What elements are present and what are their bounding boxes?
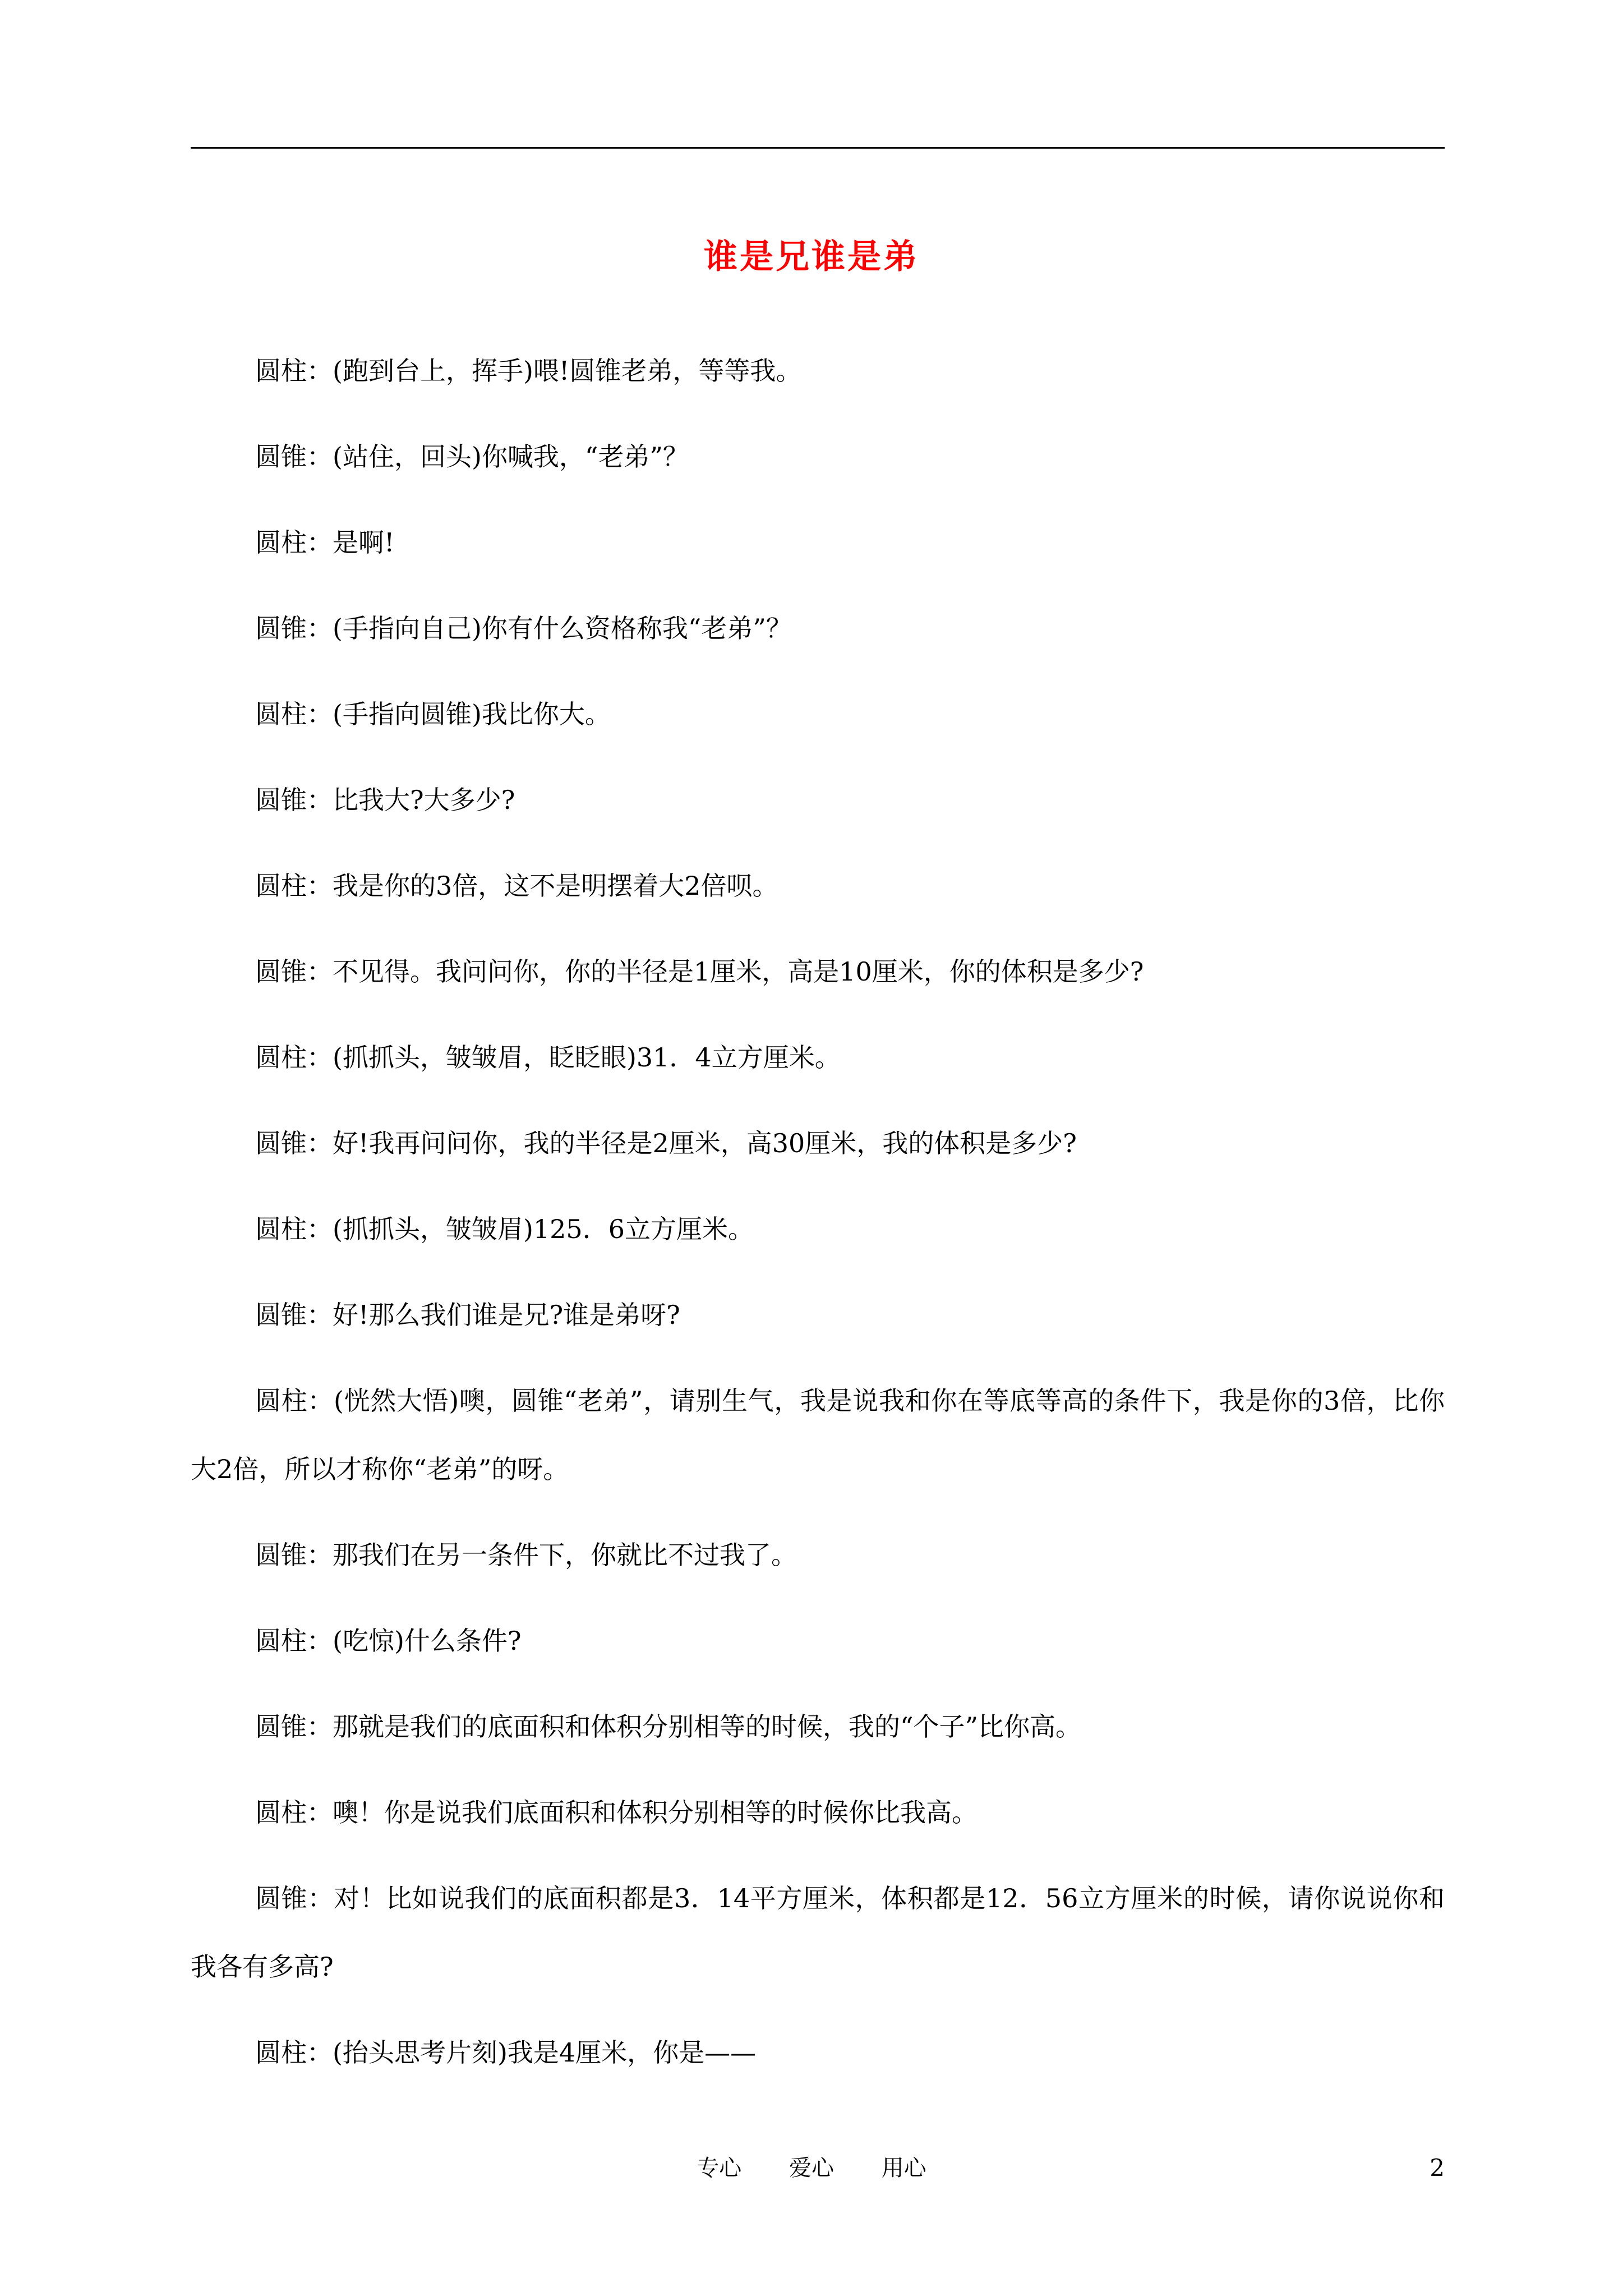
paragraph-2: 圆锥：(站住，回头)你喊我，“老弟”？ (255, 441, 689, 472)
paragraph-18: 圆锥：对！比如说我们的底面积都是3．14平方厘米，体积都是12．56立方厘米的时候，请你说说你和我各有多高? (191, 1883, 1445, 1982)
paragraph-17: 圆柱：噢！你是说我们底面积和体积分别相等的时候你比我高。 (255, 1797, 978, 1828)
paragraph-3: 圆柱：是啊! (255, 527, 395, 558)
paragraph-12: 圆锥：好!那么我们谁是兄?谁是弟呀? (255, 1300, 680, 1330)
paragraph-15: 圆柱：(吃惊)什么条件? (255, 1626, 522, 1656)
paragraph-7: 圆柱：我是你的3倍，这不是明摆着大2倍呗。 (255, 871, 778, 901)
footer-motto-2: 爱心 (789, 2155, 834, 2181)
footer-motto-1: 专心 (697, 2155, 742, 2181)
paragraph-13: 圆柱：(恍然大悟)噢，圆锥“老弟”，请别生气，我是说我和你在等底等高的条件下，我是你的3倍，比你大2倍，所以才称你“老弟”的呀。 (191, 1386, 1445, 1484)
paragraph-1: 圆柱：(跑到台上，挥手)喂!圆锥老弟，等等我。 (255, 356, 802, 386)
paragraph-19: 圆柱：(抬头思考片刻)我是4厘米，你是—— (255, 2037, 757, 2068)
paragraph-5: 圆柱：(手指向圆锥)我比你大。 (255, 699, 611, 729)
document-title: 谁是兄谁是弟 (704, 237, 919, 277)
paragraph-6: 圆锥：比我大?大多少? (255, 785, 515, 815)
paragraph-11: 圆柱：(抓抓头，皱皱眉)125．6立方厘米。 (255, 1214, 754, 1244)
document-body (191, 337, 1445, 2104)
paragraph-4: 圆锥：(手指向自己)你有什么资格称我“老弟”？ (255, 613, 792, 643)
footer-motto-3: 用心 (881, 2155, 926, 2181)
page-number: 2 (1430, 2154, 1445, 2182)
paragraph-8: 圆锥：不见得。我问问你，你的半径是1厘米，高是10厘米，你的体积是多少? (255, 956, 1144, 987)
paragraph-10: 圆锥：好!我再问问你，我的半径是2厘米，高30厘米，我的体积是多少? (255, 1128, 1077, 1158)
paragraph-16: 圆锥：那就是我们的底面积和体积分别相等的时候，我的“个子”比你高。 (255, 1711, 1082, 1742)
paragraph-14: 圆锥：那我们在另一条件下，你就比不过我了。 (255, 1540, 797, 1570)
header-rule (191, 147, 1445, 149)
page-footer (0, 2154, 1623, 2182)
paragraph-9: 圆柱：(抓抓头，皱皱眉，眨眨眼)31．4立方厘米。 (255, 1042, 841, 1073)
